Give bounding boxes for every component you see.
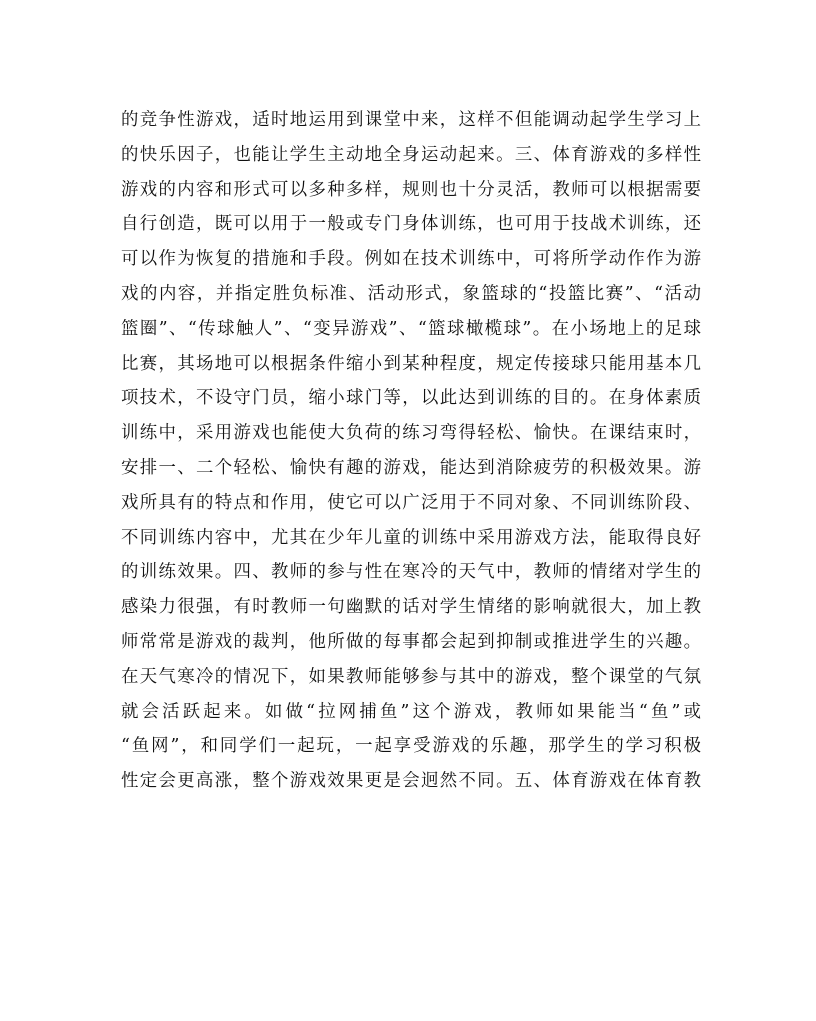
text-line: 师常常是游戏的裁判，他所做的每事都会起到抑制或推进学生的兴趣。 xyxy=(121,631,701,652)
text-line: 篮圈”、“传球触人”、“变异游戏”、“篮球橄榄球”。在小场地上的足球 xyxy=(121,318,701,339)
text-line: 项技术，不设守门员，缩小球门等，以此达到训练的目的。在身体素质 xyxy=(121,388,701,409)
text-line: 自行创造，既可以用于一般或专门身体训练，也可用于技战术训练，还 xyxy=(121,214,701,235)
text-line: 在天气寒冷的情况下，如果教师能够参与其中的游戏，整个课堂的气氛 xyxy=(121,666,701,687)
text-line: 就会活跃起来。如做“拉网捕鱼”这个游戏，教师如果能当“鱼”或 xyxy=(121,701,701,722)
body-text xyxy=(121,103,701,799)
text-line: 游戏的内容和形式可以多种多样，规则也十分灵活，教师可以根据需要 xyxy=(121,179,701,200)
text-line: 安排一、二个轻松、愉快有趣的游戏，能达到消除疲劳的积极效果。游 xyxy=(121,457,701,478)
text-line: 训练中，采用游戏也能使大负荷的练习弯得轻松、愉快。在课结束时， xyxy=(121,423,701,444)
text-line: 戏的内容，并指定胜负标准、活动形式，象篮球的“投篮比赛”、“活动 xyxy=(121,283,701,304)
text-line: 的快乐因子，也能让学生主动地全身运动起来。三、体育游戏的多样性 xyxy=(121,144,701,165)
text-line: 的训练效果。四、教师的参与性在寒冷的天气中，教师的情绪对学生的 xyxy=(121,562,701,583)
text-line: 比赛，其场地可以根据条件缩小到某种程度，规定传接球只能用基本几 xyxy=(121,353,701,374)
text-line: 性定会更高涨，整个游戏效果更是会迥然不同。五、体育游戏在体育教 xyxy=(121,771,701,792)
text-line: 可以作为恢复的措施和手段。例如在技术训练中，可将所学动作作为游 xyxy=(121,249,701,270)
text-line: 不同训练内容中，尤其在少年儿童的训练中采用游戏方法，能取得良好 xyxy=(121,527,701,548)
text-line: 感染力很强，有时教师一句幽默的话对学生情绪的影响就很大，加上教 xyxy=(121,597,701,618)
text-line: 的竞争性游戏，适时地运用到课堂中来，这样不但能调动起学生学习上 xyxy=(121,110,701,130)
text-line: 戏所具有的特点和作用，使它可以广泛用于不同对象、不同训练阶段、 xyxy=(121,492,701,513)
text-line: “鱼网”，和同学们一起玩，一起享受游戏的乐趣，那学生的学习积极 xyxy=(121,736,701,757)
